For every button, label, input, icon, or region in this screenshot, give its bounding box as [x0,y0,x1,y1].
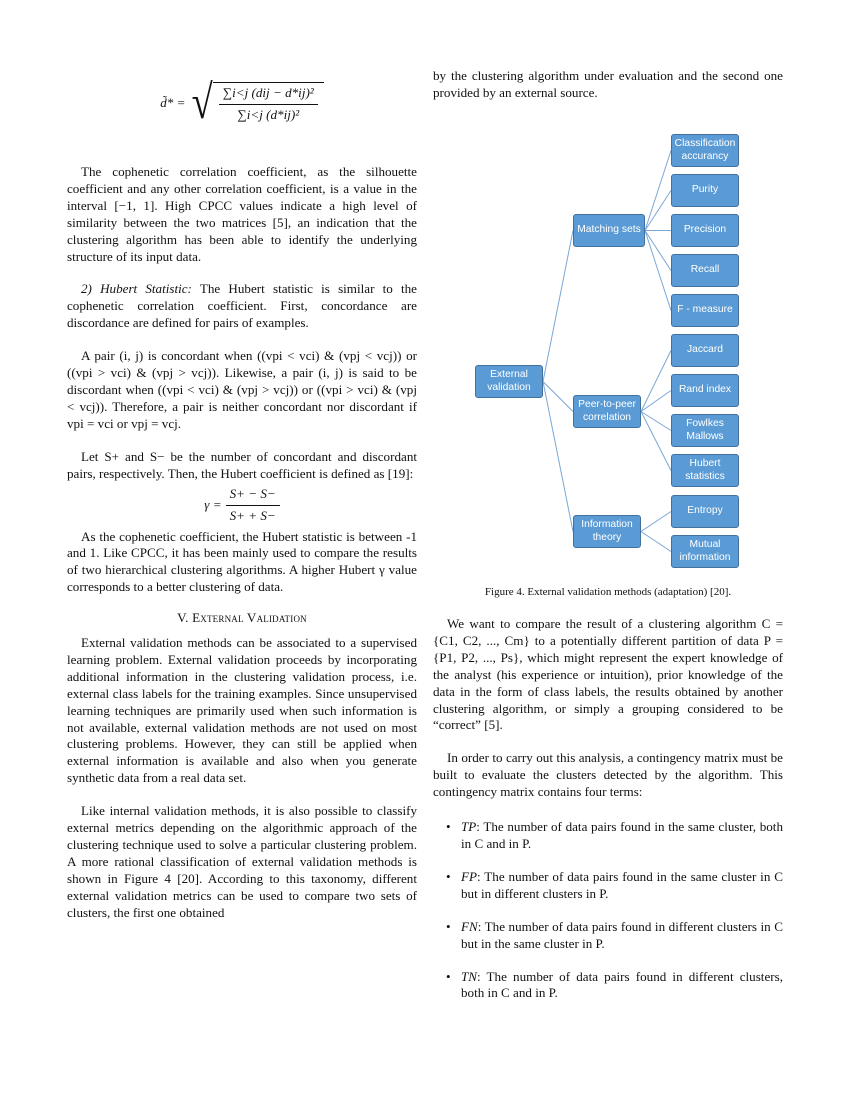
list-item-tp [433,819,783,853]
term-fp: FP [461,868,477,884]
node-root: External validation [475,365,543,398]
paragraph-hubert-range: As the cophenetic coefficient, the Hubert statistic is between -1 and 1. Like CPCC, it has been mainly used to compare the results of two hierarchical clustering algorithms. A higher Hubert γ value corresponds to a better clustering of data. [67,528,417,595]
connector-node-matching-sets-leaf-f-measure [645,231,671,311]
paragraph-external-intro: External validation methods can be associated to a supervised learning problem. External validation proceeds by incorporating additional information in the clustering validation process, i.e. external class labels for the training examples. Since unsupervised learning techniques are primarily used when such information is not available, external validation methods are not used on most clustering problems. However, they can still be applied when external information is available and also when you generate synthetic data from a real data set. [67,635,417,786]
paragraph-continued: by the clustering algorithm under evaluation and the second one provided by an external source. [433,68,783,100]
hubert-intro-text: The Hubert statistic is similar to the cophenetic correlation coefficient. First, concordance are discordance are defined for pairs of examples. [67,281,417,331]
paragraph-concordance: A pair (i, j) is concordant when ((vpi < vci) & (vpj < vcj)) or ((vpi > vci) & (vpj > vcj)). Likewise, a pair (i, j) is said to be discordant when ((vpi < vci) & (vpj > vcj)) or ((vpi > vci) & (vpj < vcj)). Therefore, a pair is neither concordant nor discordant if vpi = vci or vpj = vcj. [67,348,417,431]
connector-root-node-matching-sets [543,231,573,382]
eq2-numerator: S+ − S− [226,486,280,506]
paragraph-hubert-def: Let S+ and S− be the number of concordant and discordant pairs, respectively. Then, the Hubert coefficient is defined as [19]: [67,448,417,481]
right-column-lower [433,616,783,1018]
figure-caption-wrap [433,586,783,598]
leaf-f-measure: F - measure [671,294,739,327]
right-column [433,68,783,102]
leaf-purity: Purity [671,174,739,207]
connector-node-matching-sets-leaf-purity [645,191,671,231]
section-heading [67,610,417,627]
eq2-denominator: S+ + S− [229,508,276,523]
paragraph-hubert-intro [67,281,417,332]
paragraph-external-classification: Like internal validation methods, it is also possible to classify external metrics depending on the algorithmic approach of the clustering technique used to solve a particular clustering problem. A more rational classification of external validation methods is shown in Figure 4 [20]. According to this taxonomy, different external validation metrics can be used to compare two sets of clusters, the first one obtained [67,803,417,920]
node-matching-sets: Matching sets [573,214,645,247]
cpcc-equation [67,68,417,138]
connector-node-peer-to-peer-leaf-jaccard [641,351,671,412]
node-peer-to-peer: Peer-to-peer correlation [573,395,641,428]
leaf-rand-index: Rand index [671,374,739,407]
term-fp-text: : The number of data pairs found in the same cluster in C but in different clusters in P. [461,868,783,901]
eq1-sqrt [213,82,324,124]
left-column [67,68,417,922]
figure-caption: Figure 4. External validation methods (adaptation) [20]. [484,586,732,598]
leaf-entropy: Entropy [671,495,739,528]
term-tp: TP [461,819,477,835]
leaf-mutual-information: Mutual information [671,535,739,568]
leaf-jaccard: Jaccard [671,334,739,367]
connector-root-node-information-theory [543,382,573,532]
connector-node-matching-sets-leaf-recall [645,231,671,271]
eq1-lhs: d̃* = [160,94,186,110]
term-tp-text: : The number of data pairs found in the same cluster, both in C and in P. [461,819,783,851]
connector-root-node-peer-to-peer [543,382,573,412]
leaf-fowlkes-mallows: Fowlkes Mallows [671,414,739,447]
list-item-fn [433,919,783,953]
connector-node-peer-to-peer-leaf-rand-index [641,391,671,412]
section-number: V. [177,610,189,626]
hubert-heading: 2) Hubert Statistic: [81,281,192,297]
eq1-fraction [219,85,318,124]
contingency-terms-list [433,819,783,1002]
leaf-hubert-statistics: Hubert statistics [671,454,739,487]
section-title: External Validation [192,610,307,626]
term-fn: FN [461,918,478,934]
sqrt-symbol: √ [192,76,214,129]
term-tn-text: : The number of data pairs found in different clusters, both in C and in P. [461,968,783,1001]
leaf-precision: Precision [671,214,739,247]
term-fn-text: : The number of data pairs found in different clusters in C but in the same cluster in P. [461,918,783,951]
connector-node-information-theory-leaf-entropy [641,512,671,532]
connector-node-peer-to-peer-leaf-hubert-statistics [641,412,671,471]
connector-node-matching-sets-leaf-classification-accuracy [645,151,671,231]
leaf-recall: Recall [671,254,739,287]
leaf-classification-accuracy: Classification accurancy [671,134,739,167]
list-item-tn [433,969,783,1003]
hubert-equation [67,483,417,529]
taxonomy-diagram [433,128,783,578]
eq2-lhs: γ = [204,497,222,513]
list-item-fp [433,869,783,903]
connector-node-information-theory-leaf-mutual-information [641,532,671,552]
node-information-theory: Information theory [573,515,641,548]
eq1-numerator: ∑i<j (dij − d*ij)² [219,85,318,105]
paragraph-contingency: In order to carry out this analysis, a contingency matrix must be built to evaluate the clusters detected by the algorithm. This contingency matrix contains four terms: [433,750,783,800]
paragraph-cpcc: The cophenetic correlation coefficient, as the silhouette coefficient and any other correlation coefficient, is a value in the interval [−1, 1]. High CPCC values indicate a high level of similarity between the two matrices [5], an indication that the clustering algorithm has been able to identify the underlying structure of its input data. [67,164,417,264]
term-tn: TN [461,968,478,984]
paragraph-compare: We want to compare the result of a clustering algorithm C = {C1, C2, ..., Cm} to a potentially different partition of data P = {P1, P2, ..., Ps}, which might represent the expert knowledge of the analyst (his experience or intuition), prior knowledge of the data in the form of class labels, the results obtained by another clustering algorithm, or simply a grouping considered to be “correct” [5]. [433,616,783,733]
eq1-denominator: ∑i<j (d*ij)² [237,107,300,122]
eq2-fraction [226,486,280,525]
